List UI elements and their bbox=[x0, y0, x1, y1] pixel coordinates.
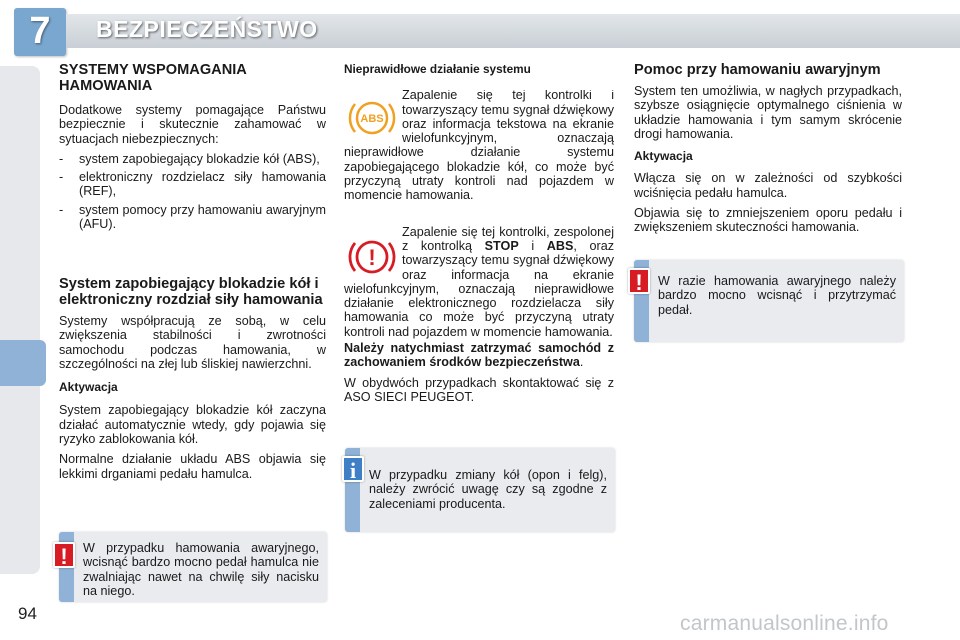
warning-note-right bbox=[634, 260, 904, 342]
page-number: 94 bbox=[18, 604, 37, 623]
abs-warning-lamp-icon bbox=[346, 94, 398, 142]
chapter-number: 7 bbox=[29, 10, 51, 52]
chapter-tab[interactable] bbox=[0, 340, 46, 386]
abs-label: ABS bbox=[546, 238, 574, 253]
systems-list bbox=[59, 152, 326, 231]
left-column bbox=[59, 62, 326, 237]
info-note-text: W przypadku zmiany kół (opon i felg), należy zwrócić uwagę czy są zgodne z zaleceniami producenta. bbox=[369, 468, 607, 511]
right-activation-heading: Aktywacja bbox=[634, 149, 693, 164]
stop-label: STOP bbox=[484, 238, 519, 253]
abs-block bbox=[344, 90, 614, 208]
warning-icon: ! bbox=[53, 542, 75, 568]
stop-instruction: Należy natychmiast zatrzymać samochód z zachowaniem środków bezpieczeństwa. bbox=[344, 341, 614, 370]
brake-block bbox=[344, 225, 614, 341]
info-note bbox=[345, 448, 615, 532]
left-heading: SYSTEMY WSPOMAGANIA HAMOWANIA bbox=[59, 62, 247, 94]
info-icon: i bbox=[342, 456, 364, 482]
warning-note-left bbox=[59, 532, 327, 602]
chapter-badge bbox=[14, 8, 66, 56]
malfunction-heading: Nieprawidłowe działanie systemu bbox=[344, 62, 531, 76]
list-item: - elektroniczny rozdzielacz siły hamowania (REF), bbox=[59, 170, 326, 199]
brake-warning-lamp-icon bbox=[346, 233, 398, 281]
right-text: System ten umożliwia, w nagłych przypadkach, szybsze osiągnięcie optymalnego ciśnienia w układzie hamowania i tym samym skrócenie drogi hamowania. bbox=[634, 84, 902, 141]
abs-malfunction-text: Zapalenie się tej kontrolki i towarzyszący temu sygnał dźwiękowy oraz informacja tekstowa na ekranie wielofunkcyjnym, oznaczają nieprawidłowe działanie systemu zapobiegającego blokadzie kół, co może być przyczyną utraty kontroli nad pojazdem w momencie hamowania. bbox=[344, 90, 614, 203]
right-heading: Pomoc przy hamowaniu awaryjnym bbox=[634, 62, 881, 78]
activation-text-1: System zapobiegający blokadzie kół zaczyna działać automatycznie wtedy, gdy pojawia się ryzyko zablokowania kół. bbox=[59, 403, 326, 447]
left-intro: Dodatkowe systemy pomagające Państwu bezpiecznie i skutecznie zahamować w sytuacjach niebezpiecznych: bbox=[59, 103, 326, 146]
page-title: BEZPIECZEŃSTWO bbox=[96, 16, 318, 42]
warning-note-text: W przypadku hamowania awaryjnego, wcisnąć bardzo mocno pedał hamulca nie zwalniając nawet na chwilę siły nacisku na niego. bbox=[83, 541, 319, 598]
right-activation-text-1: Włącza się on w zależności od szybkości wciśnięcia pedału hamulca. bbox=[634, 171, 902, 200]
service-text: W obydwóch przypadkach skontaktować się z ASO SIECI PEUGEOT. bbox=[344, 375, 614, 404]
warning-note-right-text: W razie hamowania awaryjnego należy bardzo mocno wcisnąć i przytrzymać pedał. bbox=[658, 274, 896, 317]
warning-icon: ! bbox=[628, 268, 650, 294]
activation-text-2: Normalne działanie układu ABS objawia się lekkimi drganiami pedału hamulca. bbox=[59, 452, 326, 481]
left-section bbox=[59, 276, 326, 487]
list-item: - system zapobiegający blokadzie kół (ABS), bbox=[59, 151, 320, 166]
svg-text:ABS: ABS bbox=[360, 113, 384, 126]
brake-malfunction-text: Zapalenie się tej kontrolki, zespolonej z kontrolką STOP i ABS, oraz towarzyszący temu sygnał dźwiękowy oraz informacja na ekranie wielofunkcyjnym, oznaczają nieprawidłowe działanie elektronicznego rozdzielacza siły hamowania co może być przyczyną utraty kontroli nad pojazdem w momencie hamowania. bbox=[344, 224, 614, 339]
right-column bbox=[634, 62, 902, 241]
section-heading: System zapobiegający blokadzie kół i elektroniczny rozdział siły hamowania bbox=[59, 276, 323, 308]
side-strip bbox=[0, 66, 40, 574]
watermark: carmanualsonline.info bbox=[680, 612, 889, 635]
svg-text:!: ! bbox=[368, 244, 376, 270]
activation-heading: Aktywacja bbox=[59, 380, 118, 395]
section-text: Systemy współpracują ze sobą, w celu zwiększenia stabilności i zwrotności samochodu podczas hamowania, w szczególności na złej lub śliskiej nawierzchni. bbox=[59, 314, 326, 371]
right-activation-text-2: Objawia się to zmniejszeniem oporu pedału i zwiększeniem skuteczności hamowania. bbox=[634, 206, 902, 235]
middle-column bbox=[344, 62, 614, 410]
list-item: - system pomocy przy hamowaniu awaryjnym (AFU). bbox=[59, 202, 326, 232]
